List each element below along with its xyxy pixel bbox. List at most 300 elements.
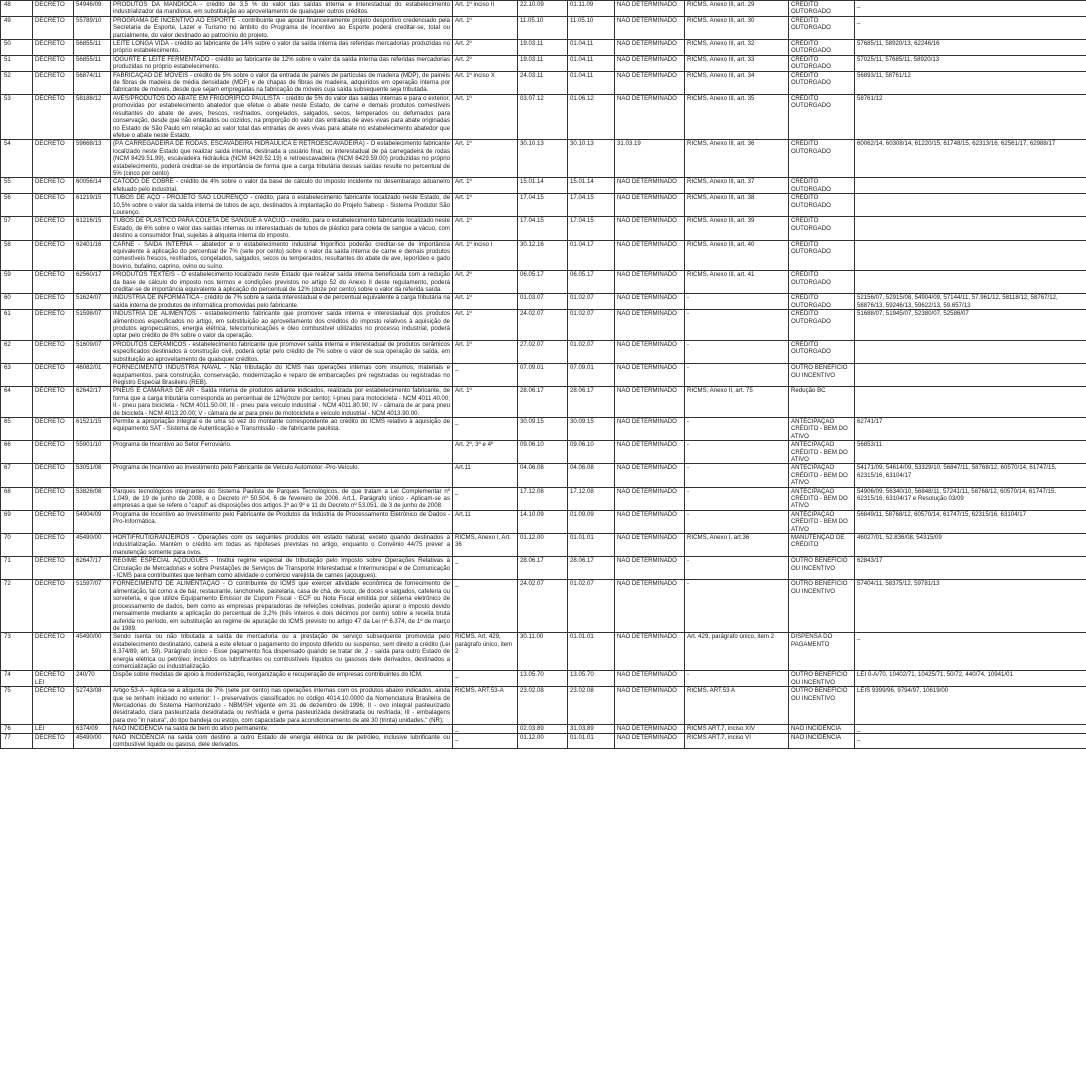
norm-number: 51624/07 — [74, 294, 111, 310]
table-row — [1, 557, 1086, 580]
benefit-type: OUTRO BENEFÍCIO OU INCENTIVO — [789, 671, 855, 687]
norm-number: 51598/07 — [74, 310, 111, 341]
norm-number: 54946/09 — [74, 1, 111, 17]
benefit-type: CRÉDITO OUTORGADO — [789, 71, 855, 94]
norm-type: DECRETO — [33, 417, 74, 440]
table-row — [1, 310, 1086, 341]
effective-date: 01.06.12 — [568, 94, 615, 139]
effective-date: 01.04.11 — [568, 71, 615, 94]
table-row — [1, 178, 1086, 194]
ricms-reference: - — [685, 487, 789, 510]
ricms-reference: - — [685, 340, 789, 363]
ricms-reference: - — [685, 364, 789, 387]
end-date: NÃO DETERMINADO — [615, 417, 685, 440]
benefit-type: NÃO INCIDÊNCIA — [789, 725, 855, 733]
ricms-reference: - — [685, 510, 789, 533]
row-number: 70 — [1, 534, 33, 557]
ricms-reference: RICMS, Anexo I, art.36 — [685, 534, 789, 557]
table-row — [1, 733, 1086, 749]
table-row — [1, 534, 1086, 557]
benefit-type: CRÉDITO OUTORGADO — [789, 55, 855, 71]
row-number: 51 — [1, 55, 33, 71]
norm-number: 61521/15 — [74, 417, 111, 440]
benefit-type: CRÉDITO OUTORGADO — [789, 217, 855, 240]
legal-provision: Art.11 — [453, 510, 518, 533]
publication-date: 28.06.17 — [518, 387, 568, 418]
benefit-type: ANTECIPAÇÃO CRÉDITO - BEM DO ATIVO — [789, 441, 855, 464]
norm-type: DECRETO — [33, 194, 74, 217]
end-date: NÃO DETERMINADO — [615, 487, 685, 510]
end-date: NÃO DETERMINADO — [615, 271, 685, 294]
norm-type: DECRETO — [33, 534, 74, 557]
effective-date: 01.01.01 — [568, 633, 615, 671]
row-number: 76 — [1, 725, 33, 733]
publication-date: 03.07.12 — [518, 94, 568, 139]
publication-date: 14.10.09 — [518, 510, 568, 533]
effective-date: 17.12.08 — [568, 487, 615, 510]
end-date: NÃO DETERMINADO — [615, 687, 685, 725]
effective-date: 01.02.07 — [568, 580, 615, 633]
ricms-reference: RICMS, Anexo III, art. 40 — [685, 240, 789, 271]
row-number: 61 — [1, 310, 33, 341]
norm-number: 51597/07 — [74, 580, 111, 633]
benefit-description: (PÁ CARREGADEIRA DE RODAS, ESCAVADEIRA HIDRÁULICA E RETROESCAVADEIRA) - O estabelecimento fabricante localizado neste Estado que realizar saída interna, destinada a usuário final, ou interestadual de pá carregadeira de rodas (NCM 8429.51.99), escavadeira hidráulica (NCM 8429.52.19) e retroescavadeira (NCM 8429.59.00) produzidas no próprio estabelecimento, poderá creditar-se de importância de forma que a carga tributária dessas saídas resulte no percentual de 5% (cinco por cento) — [111, 140, 453, 178]
publication-date: 09.06.10 — [518, 441, 568, 464]
norm-number: 55789/10 — [74, 16, 111, 39]
legal-provision: Art. 1º inciso X — [453, 71, 518, 94]
effective-date: 13.05.70 — [568, 671, 615, 687]
table-row — [1, 16, 1086, 39]
norm-number: 52743/08 — [74, 687, 111, 725]
amendments — [855, 364, 1086, 387]
legal-provision: Art. 1º — [453, 217, 518, 240]
benefit-type: OUTRO BENEFÍCIO OU INCENTIVO — [789, 557, 855, 580]
norm-type: DECRETO — [33, 40, 74, 56]
effective-date: 01.02.07 — [568, 310, 615, 341]
publication-date: 17.04.15 — [518, 194, 568, 217]
end-date: NÃO DETERMINADO — [615, 534, 685, 557]
norm-type: DECRETO — [33, 16, 74, 39]
publication-date: 23.02.08 — [518, 687, 568, 725]
norm-number: 59668/13 — [74, 140, 111, 178]
table-row — [1, 194, 1086, 217]
legal-provision: _ — [453, 417, 518, 440]
row-number: 71 — [1, 557, 33, 580]
row-number: 73 — [1, 633, 33, 671]
table-row — [1, 40, 1086, 56]
effective-date: 01.09.09 — [568, 510, 615, 533]
table-row — [1, 510, 1086, 533]
amendments — [855, 178, 1086, 194]
ricms-reference: - — [685, 557, 789, 580]
norm-type: DECRETO — [33, 294, 74, 310]
end-date: NÃO DETERMINADO — [615, 40, 685, 56]
publication-date: 24.02.07 — [518, 310, 568, 341]
row-number: 48 — [1, 1, 33, 17]
legal-provision: Art. 1º — [453, 16, 518, 39]
end-date: NÃO DETERMINADO — [615, 240, 685, 271]
norm-number: 61219/15 — [74, 194, 111, 217]
legal-provision: Art. 1º inciso I — [453, 240, 518, 271]
benefit-description: FORNECIMENTO DE ALIMENTAÇÃO - O contribuinte do ICMS que exercer atividade econômica de fornecimento de alimentação, tal como a de bar, restaurante, lanchonete, pastelaria, casa de chá, de suco, de doces e salgados, cafeteria ou sorveteria, e que utilize Equipamento Emissor de Cupom Fiscal - ECF ou Nota Fiscal emitida por sistema eletrônico de processamento de dados, bem como as empresas preparadoras de refeições coletivas, poderão apurar o imposto devido mensalmente mediante a aplicação do percentual de 3,2% (três inteiros e dois décimos por cento) sobre a receita bruta auferida no período, em substituição ao regime de apuração do ICMS previsto no artigo 47 da Lei nº 6.374, de 1º de março de 1989. — [111, 580, 453, 633]
end-date: NÃO DETERMINADO — [615, 71, 685, 94]
end-date: NÃO DETERMINADO — [615, 55, 685, 71]
amendments: 62843/17 — [855, 557, 1086, 580]
legal-provision: Art. 2º — [453, 40, 518, 56]
norm-number: 56855/11 — [74, 40, 111, 56]
benefit-description: CARNE - SAÍDA INTERNA - abatedor e o estabelecimento industrial frigorífico poderão creditar-se de importância equivalente à aplicação do percentual de 7% (sete por cento) sobre o valor da saída interna de carne e demais produtos comestíveis frescos, resfriados, congelados, salgados, secos ou temperados, resultantes do abate de ave, leporídeo e gado bovino, bufalino, caprino, ovino ou suíno. — [111, 240, 453, 271]
effective-date: 31.03.89 — [568, 725, 615, 733]
ricms-reference: Art. 429, parágrafo único, item 2 — [685, 633, 789, 671]
norm-number: 53826/08 — [74, 487, 111, 510]
effective-date: 11.05.10 — [568, 16, 615, 39]
row-number: 67 — [1, 464, 33, 487]
table-row — [1, 94, 1086, 139]
norm-number: 45490/00 — [74, 733, 111, 749]
effective-date: 30.09.15 — [568, 417, 615, 440]
publication-date: 24.02.07 — [518, 580, 568, 633]
end-date: NÃO DETERMINADO — [615, 16, 685, 39]
publication-date: 07.09.01 — [518, 364, 568, 387]
row-number: 75 — [1, 687, 33, 725]
end-date: NÃO DETERMINADO — [615, 194, 685, 217]
norm-type: DECRETO — [33, 441, 74, 464]
end-date: NÃO DETERMINADO — [615, 1, 685, 17]
legal-provision: Art. 1º — [453, 310, 518, 341]
row-number: 65 — [1, 417, 33, 440]
legal-provision: RICMS, Anexo I, Art. 36 — [453, 534, 518, 557]
end-date: NÃO DETERMINADO — [615, 310, 685, 341]
benefit-description: PRODUTOS CERÂMICOS - estabelecimento fabricante que promover saída interna e interestadual de produtos cerâmicos especificados destinados à construção civil, poderá optar pelo crédito de 7% sobre o valor de sua operação de saída, em substituição ao aproveitamento de quaisquer créditos. — [111, 340, 453, 363]
effective-date: 01.01.01 — [568, 534, 615, 557]
table-row — [1, 340, 1086, 363]
publication-date: 30.11.00 — [518, 633, 568, 671]
publication-date: 28.06.17 — [518, 557, 568, 580]
amendments: 57404/11, 58375/12, 59781/13 — [855, 580, 1086, 633]
norm-number: 58188/12 — [74, 94, 111, 139]
amendments: _ — [855, 633, 1086, 671]
end-date: NÃO DETERMINADO — [615, 340, 685, 363]
publication-date: 02.03.89 — [518, 725, 568, 733]
norm-number: 56874/11 — [74, 71, 111, 94]
benefit-description: LEITE LONGA VIDA - crédito ao fabricante de 14% sobre o valor da saída interna das referidas mercadorias produzidas no próprio estabelecimento. — [111, 40, 453, 56]
end-date: NÃO DETERMINADO — [615, 510, 685, 533]
norm-type: DECRETO — [33, 140, 74, 178]
amendments: _ — [855, 733, 1086, 749]
amendments: 58761/12 — [855, 94, 1086, 139]
legal-provision: Art. 1º — [453, 340, 518, 363]
benefit-type: CRÉDITO OUTORGADO — [789, 16, 855, 39]
benefit-description: FORNECIMENTO INDÚSTRIA NAVAL - Não tributação do ICMS nas operações internas com insumos, materiais e equipamentos, para construção, conservação, modernização e reparo de embarcações pré registradas ou registradas no Registro Especial Brasileiro (REB). — [111, 364, 453, 387]
benefit-type: NÃO INCIDÊNCIA — [789, 733, 855, 749]
ricms-reference: RICMS, Anexo III, art. 35 — [685, 94, 789, 139]
amendments: 60062/14, 60308/14, 61220/15, 61748/15, 62313/16, 62561/17, 62988/17 — [855, 140, 1086, 178]
norm-type: DECRETO — [33, 94, 74, 139]
end-date: NÃO DETERMINADO — [615, 94, 685, 139]
benefit-description: Parques tecnológicos integrantes do Sistema Paulista de Parques Tecnológicos, de que tratam a Lei Complementar nº 1.049, de 19 de junho de 2008, e o Decreto nº 50.504, 6 de fevereiro de 2006. Art.1, Parágrafo único - Aplicam-se as empresas a que se refere o "caput" as disposições dos artigos 3º ao 9º e 11 do Decreto nº 53.051, de 3 de junho de 2008. — [111, 487, 453, 510]
publication-date: 17.04.15 — [518, 217, 568, 240]
amendments: 56893/11, 58761/12 — [855, 71, 1086, 94]
amendments — [855, 340, 1086, 363]
benefit-type: ANTECIPAÇÃO CRÉDITO - BEM DO ATIVO — [789, 464, 855, 487]
amendments: 54906/09, 56340/10, 56848/11, 57241/11, 58768/12, 60570/14, 61747/15, 62315/16, 63104/17 e Resolução 03/09 — [855, 487, 1086, 510]
ricms-reference: RICMS, ART.53 A — [685, 687, 789, 725]
effective-date: 28.06.17 — [568, 557, 615, 580]
norm-number: 54904/09 — [74, 510, 111, 533]
publication-date: 01.12.00 — [518, 733, 568, 749]
norm-number: 62642/17 — [74, 387, 111, 418]
end-date: NÃO DETERMINADO — [615, 387, 685, 418]
publication-date: 15.01.14 — [518, 178, 568, 194]
amendments — [855, 387, 1086, 418]
table-row — [1, 387, 1086, 418]
effective-date: 15.01.14 — [568, 178, 615, 194]
benefit-type: OUTRO BENEFÍCIO OU INCENTIVO — [789, 580, 855, 633]
norm-type: LEI — [33, 725, 74, 733]
legal-provision: Art. 2º — [453, 55, 518, 71]
legal-provision: Art. 1º — [453, 387, 518, 418]
row-number: 63 — [1, 364, 33, 387]
row-number: 58 — [1, 240, 33, 271]
norm-number: 51609/07 — [74, 340, 111, 363]
table-body — [1, 1, 1086, 749]
ricms-reference: RICMS, Anexo II, art. 75 — [685, 387, 789, 418]
benefit-description: PNEUS E CÂMARAS DE AR - Saída interna de produtos adiante indicados, realizada por estabelecimento fabricante, de forma que a carga tributária corresponda ao percentual de 12%(doze por cento): I-pneu para motocicleta - NCM 4011.40.00; II - pneu para bicicleta - NCM 4011.50.00; III - pneu para veículo industrial - NCM 4011.80.90; IV - câmara de ar para pneu de bicicleta - NCM 4013.20.00; V - câmara de ar para pneu de motocicleta e veículo industrial - NCM 4013.90.00. — [111, 387, 453, 418]
benefit-type: CRÉDITO OUTORGADO — [789, 1, 855, 17]
table-row — [1, 725, 1086, 733]
row-number: 66 — [1, 441, 33, 464]
end-date: NÃO DETERMINADO — [615, 364, 685, 387]
norm-type: DECRETO — [33, 364, 74, 387]
norm-number: 45490/00 — [74, 534, 111, 557]
legal-provision: Art.11 — [453, 464, 518, 487]
effective-date: 06.05.17 — [568, 271, 615, 294]
norm-type: DECRETO — [33, 387, 74, 418]
ricms-reference: RICMS, Anexo III, art. 32 — [685, 40, 789, 56]
legal-provision: Art. 1º inciso II — [453, 1, 518, 17]
legal-provision: Art. 1º — [453, 294, 518, 310]
row-number: 77 — [1, 733, 33, 749]
norm-type: DECRETO — [33, 733, 74, 749]
benefit-type: CRÉDITO OUTORGADO — [789, 271, 855, 294]
table-row — [1, 55, 1086, 71]
norm-number: 53051/08 — [74, 464, 111, 487]
table-row — [1, 441, 1086, 464]
publication-date: 04.06.08 — [518, 464, 568, 487]
row-number: 49 — [1, 16, 33, 39]
ricms-reference: RICMS ART.7, inciso XIV — [685, 725, 789, 733]
publication-date: 30.09.15 — [518, 417, 568, 440]
amendments: 62741/17 — [855, 417, 1086, 440]
end-date: NÃO DETERMINADO — [615, 557, 685, 580]
end-date: NÃO DETERMINADO — [615, 441, 685, 464]
benefit-type: ANTECIPAÇÃO CRÉDITO - BEM DO ATIVO — [789, 487, 855, 510]
legal-provision: _ — [453, 580, 518, 633]
benefit-type: CRÉDITO OUTORGADO — [789, 240, 855, 271]
benefit-description: INDÚSTRIA DE ALIMENTOS - estabelecimento fabricante que promover saída interna e interestadual dos produtos alimentícios especificados no artigo, em substituição ao aproveitamento dos créditos do imposto relativos à aquisição de produtos agropecuários, energia elétrica, telecomunicações e óleo combustível utilizados no processo industrial, poderá optar pelo crédito de 8% sobre o valor da operação. — [111, 310, 453, 341]
legal-provision: Art. 1º — [453, 140, 518, 178]
effective-date: 28.06.17 — [568, 387, 615, 418]
effective-date: 17.04.15 — [568, 217, 615, 240]
norm-number: 55901/10 — [74, 441, 111, 464]
norm-type: DECRETO — [33, 557, 74, 580]
benefit-type: ANTECIPAÇÃO CRÉDITO - BEM DO ATIVO — [789, 417, 855, 440]
ricms-reference: RICMS, Anexo III, art. 29 — [685, 1, 789, 17]
row-number: 54 — [1, 140, 33, 178]
table-row — [1, 71, 1086, 94]
norm-number: 60056/14 — [74, 178, 111, 194]
table-row — [1, 633, 1086, 671]
amendments: 51688/07, 51945/07, 52380/07, 52586/07 — [855, 310, 1086, 341]
ricms-reference: RICMS, Anexo III, art. 33 — [685, 55, 789, 71]
effective-date: 01.02.07 — [568, 294, 615, 310]
benefit-type: ANTECIPAÇÃO CRÉDITO - BEM DO ATIVO — [789, 510, 855, 533]
table-row — [1, 217, 1086, 240]
effective-date: 01.04.17 — [568, 240, 615, 271]
legal-provision: _ — [453, 557, 518, 580]
ricms-reference: RICMS, Anexo III, art. 37 — [685, 178, 789, 194]
row-number: 74 — [1, 671, 33, 687]
ricms-reference: - — [685, 417, 789, 440]
row-number: 52 — [1, 71, 33, 94]
legal-provision: Art. 2º, 3º e 4º — [453, 441, 518, 464]
ricms-reference: - — [685, 294, 789, 310]
end-date: 31.03.19 — [615, 140, 685, 178]
table-row — [1, 294, 1086, 310]
norm-type: DECRETO — [33, 464, 74, 487]
benefit-type: CRÉDITO OUTORGADO — [789, 94, 855, 139]
amendments — [855, 217, 1086, 240]
publication-date: 27.02.07 — [518, 340, 568, 363]
norm-type: DECRETO — [33, 1, 74, 17]
benefit-description: Artigo 53-A - Aplica-se a alíquota de 7% (sete por cento) nas operações internas com os produtos abaixo indicados, ainda que se tenham iniciado no exterior: I - preservativos classificados no código 4014.10.0000 da Nomenclatura Brasileira de Mercadorias do Sistema Harmonizado - NBM/SH vigente em 31 de dezembro de 1996; II - ovo integral pasteurizado desidratado, clara pasteurizada desidratada ou resfriada e gema pasteurizada desidratada ou resfriada; III - embalagens para ovo "in natura", do tipo bandeja ou estojo, com capacidade para acondicionamento de até 30 (trinta) unidades." (NR); — [111, 687, 453, 725]
row-number: 59 — [1, 271, 33, 294]
norm-type: DECRETO — [33, 310, 74, 341]
amendments — [855, 271, 1086, 294]
norm-number: 6374/09 — [74, 725, 111, 733]
publication-date: 22.10.09 — [518, 1, 568, 17]
effective-date: 17.04.15 — [568, 194, 615, 217]
benefit-description: FABRICAÇÃO DE MÓVEIS - crédito de 5% sobre o valor da entrada de painéis de partículas de madeira (MDP), de painéis de fibras de madeira de média densidade (MDF) e de chapas de fibras de madeira, adquiridos em operação interna por fabricante de móveis, desde que sejam empregadas na fabricação de móveis cuja saída subsequente seja tributada. — [111, 71, 453, 94]
amendments — [855, 194, 1086, 217]
amendments: _ — [855, 16, 1086, 39]
benefit-description: TUBOS DE PLÁSTICO PARA COLETA DE SANGUE A VÁCUO - crédito, para o estabelecimento fabricante localizado neste Estado, de 6% sobre o valor das saídas internas ou interestaduais de tubos de plástico para coleta de sangue a vácuo, com destino a consumidor final, sujeitas à alíquota interna do imposto. — [111, 217, 453, 240]
benefit-description: INDÚSTRIA DE INFORMÁTICA - crédito de 7% sobre a saída interestadual e de percentual equivalente à carga tributária na saída interna de produtos de informática promovidas pelo fabricante. — [111, 294, 453, 310]
benefit-type: CRÉDITO OUTORGADO — [789, 40, 855, 56]
benefit-type: Redução BC — [789, 387, 855, 418]
table-row — [1, 140, 1086, 178]
benefit-description: PROGRAMA DE INCENTIVO AO ESPORTE - contribuinte que apoiar financeiramente projeto desportivo credenciado pela Secretaria de Esporte, Lazer e Turismo no âmbito do Programa de Incentivo ao Esporte poderá creditar-se, total ou parcialmente, do valor destinado ao patrocínio do projeto. — [111, 16, 453, 39]
norm-number: 61216/15 — [74, 217, 111, 240]
effective-date: 01.02.07 — [568, 340, 615, 363]
table-row — [1, 464, 1086, 487]
amendments: 56853/11 — [855, 441, 1086, 464]
end-date: NÃO DETERMINADO — [615, 725, 685, 733]
row-number: 60 — [1, 294, 33, 310]
benefit-description: Programa de Incentivo ao Setor Ferroviário. — [111, 441, 453, 464]
end-date: NÃO DETERMINADO — [615, 178, 685, 194]
row-number: 64 — [1, 387, 33, 418]
benefit-type: CRÉDITO OUTORGADO — [789, 194, 855, 217]
norm-number: 62401/16 — [74, 240, 111, 271]
amendments: 56849/11, 58768/12, 60570/14, 61747/15, 62315/16, 63104/17 — [855, 510, 1086, 533]
end-date: NÃO DETERMINADO — [615, 633, 685, 671]
benefit-type: MANUTENÇÃO DE CRÉDITO — [789, 534, 855, 557]
benefit-description: NÃO INCIDÊNCIA na saída com destino a outro Estado de energia elétrica ou de petróleo, inclusive lubrificante ou combustível líquido ou gasoso, dele derivados. — [111, 733, 453, 749]
benefit-description: CÁTODO DE COBRE - crédito de 4% sobre o valor da base de cálculo do imposto incidente no desembaraço aduaneiro efetuado pelo industrial. — [111, 178, 453, 194]
norm-type: DECRETO — [33, 510, 74, 533]
end-date: NÃO DETERMINADO — [615, 294, 685, 310]
effective-date: 07.09.01 — [568, 364, 615, 387]
row-number: 55 — [1, 178, 33, 194]
row-number: 56 — [1, 194, 33, 217]
table-row — [1, 1, 1086, 17]
publication-date: 13.05.70 — [518, 671, 568, 687]
ricms-reference: - — [685, 310, 789, 341]
norm-type: DECRETO — [33, 271, 74, 294]
legal-provision: Art. 1º — [453, 194, 518, 217]
amendments: 57025/11, 57685/11, 58920/13 — [855, 55, 1086, 71]
norm-type: DECRETO — [33, 240, 74, 271]
amendments: 52156/07, 52915/08, 54904/09, 57144/11, 57.961/12, 58118/12, 58767/12, 58876/13, 59246/13, 59622/13, 59.657/13 — [855, 294, 1086, 310]
effective-date: 30.10.13 — [568, 140, 615, 178]
norm-type: DECRETO — [33, 71, 74, 94]
table-row — [1, 487, 1086, 510]
legal-provision: Art. 1º — [453, 178, 518, 194]
ricms-reference: RICMS, Anexo III, art. 39 — [685, 217, 789, 240]
norm-number: 56855/11 — [74, 55, 111, 71]
norm-type: DECRETO — [33, 633, 74, 671]
amendments: 54171/09, 54614/09, 53329/10, 56847/11, 58768/12, 60570/14, 61747/15, 62315/16, 63104/17 — [855, 464, 1086, 487]
publication-date: 19.03.11 — [518, 40, 568, 56]
amendments: _ — [855, 1, 1086, 17]
effective-date: 01.04.11 — [568, 55, 615, 71]
row-number: 69 — [1, 510, 33, 533]
ricms-reference: RICMS ART.7, inciso VI — [685, 733, 789, 749]
row-number: 53 — [1, 94, 33, 139]
amendments: 46027/01, 52.836/08, 54315/09 — [855, 534, 1086, 557]
norm-number: 46082/01 — [74, 364, 111, 387]
norm-number: 240/70 — [74, 671, 111, 687]
norm-type: DECRETO — [33, 687, 74, 725]
legal-provision: Art. 2º — [453, 271, 518, 294]
effective-date: 01.01.01 — [568, 733, 615, 749]
norm-type: DECRETO — [33, 178, 74, 194]
benefit-type: OUTRO BENEFÍCIO OU INCENTIVO — [789, 364, 855, 387]
benefit-type: CRÉDITO OUTORGADO — [789, 310, 855, 341]
publication-date: 01.03.07 — [518, 294, 568, 310]
benefit-type: OUTRO BENEFÍCIO OU INCENTIVO — [789, 687, 855, 725]
benefit-type: DISPENSA DO PAGAMENTO — [789, 633, 855, 671]
ricms-reference: RICMS, Anexo III, art. 38 — [685, 194, 789, 217]
norm-type: DECRETO — [33, 340, 74, 363]
legal-provision: _ — [453, 733, 518, 749]
table-row — [1, 580, 1086, 633]
ricms-reference: RICMS, Anexo III, art. 34 — [685, 71, 789, 94]
table-row — [1, 687, 1086, 725]
norm-type: DECRETO — [33, 580, 74, 633]
benefit-description: IOGURTE E LEITE FERMENTADO - crédito ao fabricante de 12% sobre o valor da saída interna das referidas mercadorias produzidas no próprio estabelecimento. — [111, 55, 453, 71]
legal-provision: _ — [453, 487, 518, 510]
publication-date: 11.05.10 — [518, 16, 568, 39]
ricms-reference: - — [685, 464, 789, 487]
legal-provision: RICMS, ART.53-A — [453, 687, 518, 725]
ricms-reference: RICMS, Anexo III, art. 30 — [685, 16, 789, 39]
amendments: LEIS 9399/96, 9794/97, 10619/00 — [855, 687, 1086, 725]
effective-date: 23.02.08 — [568, 687, 615, 725]
benefit-type: CRÉDITO OUTORGADO — [789, 340, 855, 363]
benefit-description: Sendo isenta ou não tributada a saída de mercadoria ou a prestação de serviço subsequente promovida pelo estabelecimento destinatário, caberá a este efetuar o pagamento do imposto diferido ou suspenso, sem direito a crédito (Lei 6.374/89, art. 59). Parágrafo único - Esse pagamento fica dispensado quando se tratar de: 2 - saída para outro Estado de energia elétrica ou petróleo, incluídos os lubrificantes ou combustíveis líquidos ou gasosos dele derivados, destinados a comercialização ou industrialização. — [111, 633, 453, 671]
